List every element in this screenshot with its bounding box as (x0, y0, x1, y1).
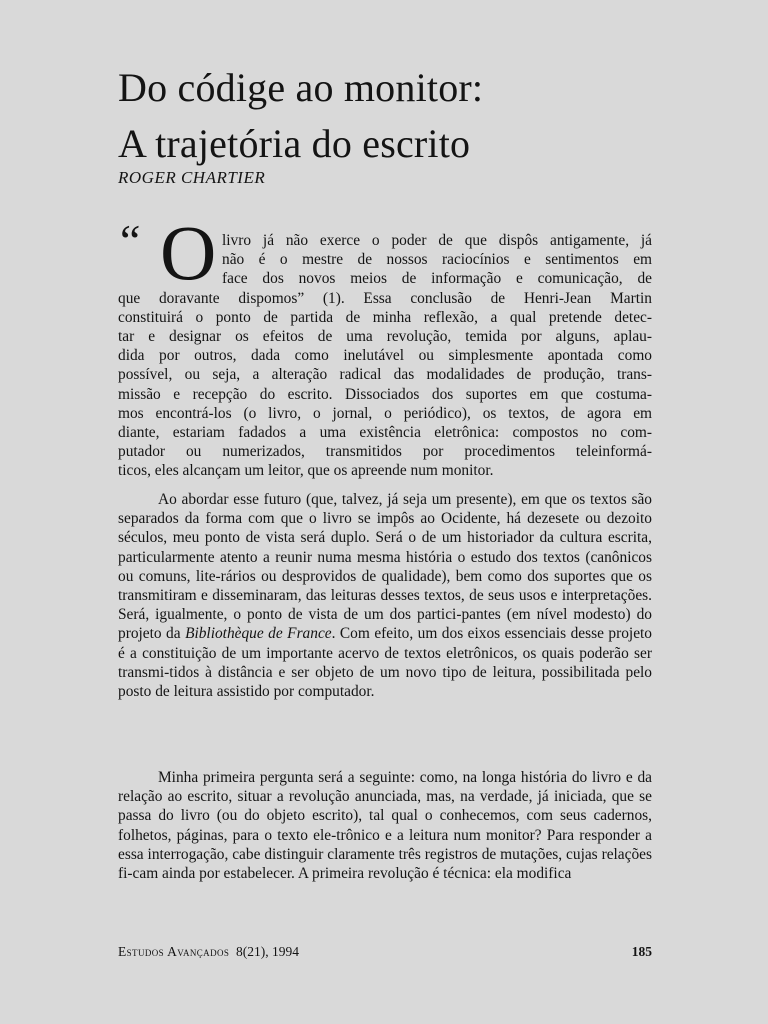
library-name: Bibliothèque de France (185, 625, 332, 643)
paragraph-1-line: ticos, eles alcançam um leitor, que os apreende num monitor. (118, 462, 494, 480)
paragraph-1-line: não é o mestre de nossos raciocínios e sentimentos em (222, 251, 652, 269)
opening-quote-mark: “ (120, 215, 139, 266)
paragraph-1-line: face dos novos meios de informação e comunicação, de (222, 270, 652, 288)
title-line-1: Do códige ao monitor: (118, 65, 484, 110)
journal-name: Estudos Avançados (118, 944, 230, 959)
paragraph-2-text-end: . Com efeito, um dos eixos essenciais desse projeto é a constituição de um importante acervo de textos eletrônicos, os quais poderão ser transmi-tidos à distância e ser objeto de um novo tipo de leitura, possibilitada pelo posto de leitura assistido por computador. (118, 625, 652, 701)
journal-issue: 8(21), 1994 (236, 944, 300, 959)
paragraph-2-text: Ao abordar esse futuro (que, talvez, já seja um presente), em que os textos são separados da forma com que o livro se impôs ao Ocidente, há dezesete ou dezoito séculos, meu ponto de vista será duplo. Será o de um historiador da cultura escrita, particularmente atento a reunir numa mesma história o estudo dos textos (canônicos ou comuns, lite-rários ou desprovidos de qualidade), bem como dos suportes que os transmitiram e disseminaram, das leituras desses textos, de seus usos e interpretações. Será, igualmente, o ponto de vista de um dos partici-pantes (em nível modesto) do projeto da (118, 491, 652, 643)
article-author: ROGER CHARTIER (118, 168, 266, 187)
paragraph-1-line: dida por outros, dada como inelutável ou simplesmente apontada como (118, 347, 652, 365)
paragraph-1-line: putador ou numerizados, transmitidos por procedimentos teleinformá- (118, 443, 652, 461)
paragraph-1-line: missão e recepção do escrito. Dissociados dos suportes em que costuma- (118, 385, 652, 403)
page-number: 185 (631, 944, 652, 959)
paragraph-1-line: tar e designar os efeitos de uma revolução, temida por alguns, aplau- (118, 328, 652, 346)
paragraph-1-line: constituirá o ponto de partida de minha reflexão, a qual pretende detec- (118, 308, 652, 326)
paragraph-1 (118, 231, 652, 481)
page-footer (118, 944, 652, 960)
paragraph-2 (118, 490, 652, 701)
drop-cap-letter: O (160, 209, 217, 296)
paragraph-3: Minha primeira pergunta será a seguinte: como, na longa história do livro e da relação ao escrito, situar a revolução anunciada, mas, na verdade, já iniciada, que se passa do livro (ou do objeto escrito), tal qual o conhecemos, com seus cadernos, folhetos, páginas, para o texto ele-trônico e a leitura num monitor? Para responder a essa interrogação, cabe distinguir claramente três registros de mutações, cujas relações fi-cam ainda por estabelecer. A primeira revolução é técnica: ela modifica (118, 769, 652, 883)
article-title (118, 60, 678, 172)
paragraph-1-line: que doravante dispomos” (1). Essa conclusão de Henri-Jean Martin (118, 289, 652, 307)
paragraph-1-line: livro já não exerce o poder de que dispôs antigamente, já (222, 232, 652, 249)
paragraph-1-line: diante, estariam fadados a uma existência eletrônica: compostos no com- (118, 424, 652, 442)
title-line-2: A trajetória do escrito (118, 121, 471, 166)
paragraph-1-line: mos encontrá-los (o livro, o jornal, o periódico), os textos, de agora em (118, 404, 652, 422)
paragraph-1-line: possível, ou seja, a alteração radical das modalidades de produção, trans- (118, 366, 652, 384)
